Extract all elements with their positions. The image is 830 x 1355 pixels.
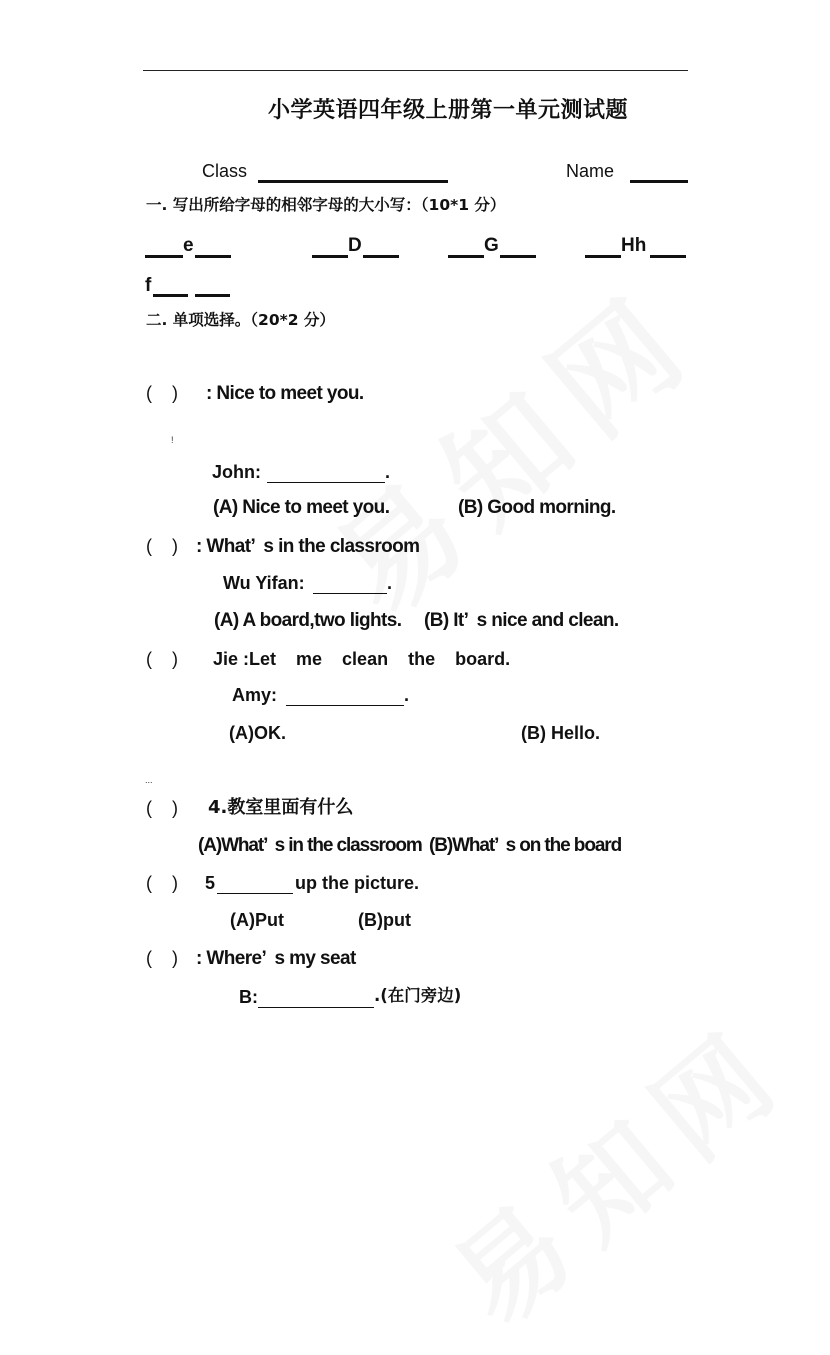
answer-paren: ( ): [146, 383, 178, 403]
q5-number: 5: [205, 873, 216, 893]
q1-option-a: (A) Nice to meet you.: [213, 497, 390, 518]
q6-reply: B:: [239, 987, 258, 1007]
page-title: 小学英语四年级上册第一单元测试题: [268, 97, 629, 123]
letter-blank: [145, 255, 183, 258]
q3-reply: Amy:: [232, 685, 278, 705]
q5-prompt: up the picture.: [295, 873, 420, 893]
name-blank: [630, 180, 688, 183]
q5-blank: [217, 893, 293, 894]
header-rule: [143, 70, 688, 71]
letter-blank: [650, 255, 686, 258]
q2-blank: [313, 593, 387, 594]
q5-option-a: (A)Put: [230, 910, 284, 930]
period: .: [404, 685, 410, 705]
letter-blank: [195, 294, 230, 297]
q2-option-a: (A) A board,two lights.: [214, 610, 402, 631]
q1-option-b: (B) Good morning.: [458, 497, 616, 518]
q6-prompt: : Where’ s my seat: [196, 948, 356, 969]
letter-blank: [448, 255, 484, 258]
letter-G: G: [484, 235, 499, 256]
letter-blank: [312, 255, 348, 258]
watermark-bottom: [415, 983, 815, 1355]
q5-option-b: (B)put: [358, 910, 411, 930]
name-label: Name: [566, 161, 615, 181]
q4-option-a: (A)What’ s in the classroom: [198, 835, 422, 856]
answer-paren: ( ): [146, 948, 178, 968]
class-label: Class: [202, 161, 248, 181]
q1-reply: John:: [212, 462, 261, 482]
stray-mark: !: [171, 435, 174, 445]
stray-ellipsis: ...: [145, 775, 153, 785]
letter-Hh: Hh: [621, 235, 647, 256]
letter-f: f: [145, 275, 152, 296]
period: .: [387, 573, 393, 593]
letter-blank: [195, 255, 231, 258]
q3-blank: [286, 705, 404, 706]
q2-prompt: : What’ s in the classroom: [196, 536, 420, 557]
answer-paren: ( ): [146, 536, 178, 556]
q4-prompt: 4.教室里面有什么: [208, 797, 354, 818]
q6-hint: .(在门旁边): [374, 986, 462, 1005]
letter-D: D: [348, 235, 362, 256]
letter-blank: [363, 255, 399, 258]
answer-paren: ( ): [146, 873, 178, 893]
q6-blank: [258, 1007, 374, 1008]
q2-option-b: (B) It’ s nice and clean.: [424, 610, 619, 631]
q2-reply: Wu Yifan:: [223, 573, 305, 593]
letter-blank: [500, 255, 536, 258]
q3-option-b: (B) Hello.: [521, 723, 600, 743]
watermark: [294, 245, 726, 647]
q1-prompt: : Nice to meet you.: [206, 383, 364, 404]
q1-blank: [267, 482, 385, 483]
q3-option-a: (A)OK.: [229, 723, 286, 743]
section2-heading: 二. 单项选择。（20*2 分）: [146, 311, 335, 329]
answer-paren: ( ): [146, 798, 178, 818]
q3-prompt: Jie :Let me clean the board.: [213, 649, 511, 669]
answer-paren: ( ): [146, 649, 178, 669]
class-blank: [258, 180, 448, 183]
q4-option-b: (B)What’ s on the board: [429, 835, 622, 856]
letter-e: e: [183, 235, 194, 256]
letter-blank: [153, 294, 188, 297]
period: .: [385, 462, 391, 482]
section1-heading: 一. 写出所给字母的相邻字母的大小写：（10*1 分）: [146, 196, 506, 214]
letter-blank: [585, 255, 621, 258]
